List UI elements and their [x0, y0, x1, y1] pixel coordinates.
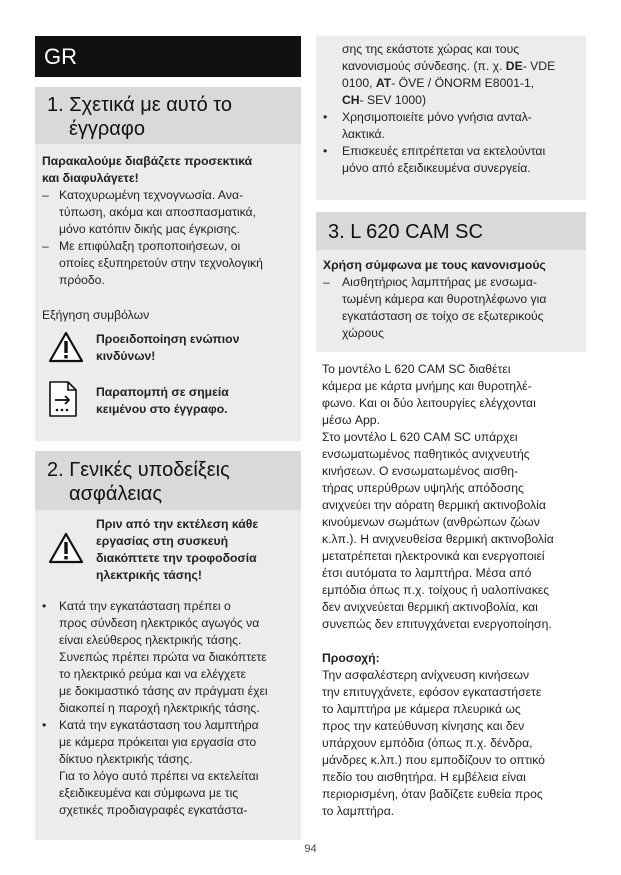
section-3-subheading: Χρήση σύμφωνα με τους κανονισμούς — [323, 258, 546, 272]
section-1-intro: Παρακαλούμε διαβάζετε προσεκτικά και διαφυλάγετε! — [42, 154, 253, 185]
model-description: Το μοντέλο L 620 CAM SC διαθέτει κάμερα με κάρτα μνήμης και θυροτηλέ- φωνο. Και οι δύο λειτουργίες ελέγχονται μέσω App. Στο μοντέλο L 620 CAM SC υπάρχει ενσωματωμένος παθητικός ανιχνευτής κινήσεων. Ο ενσωματωμένος αισθη- τήρας υπερύθρων υψηλής απόδοσης ανιχνεύει την αόρατη θερμική ακτινοβολία κινούμενων σωμάτων (ανθρώπων ζώων κ.λπ.). Η ανιχνευθείσα θερμική ακτινοβολία μετατρέπεται ηλεκτρονικά και ενεργοποιεί έτσι αυτόματα το λαμπτήρα. Μέσα από εμπόδια όπως π.χ. τοίχους ή υαλοπίνακες δεν ανιχνεύεται θερμική ακτινοβολία, και συνεπώς δεν επιτυγχάνεται ενεργοποίηση. Προσοχή: Την ασφαλέστερη ανίχνευση κινήσεων την επιτυγχάνετε, εφόσον εγκαταστήσετε το λαμπτήρα με κάμερα πλευρικά ως προς την κατεύθυνση κίνησης και δεν υπάρχουν εμπόδια (όπως π.χ. δένδρα, μάνδρες κ.λπ.) που εμποδίζουν το οπτικό πεδίο του αισθητήρα. Η εμβέλεια είναι περιορισμένη, όταν βαδίζετε ευθεία προς το λαμπτήρα. — [322, 361, 586, 820]
list-item: • Κατά την εγκατάσταση πρέπει ο προς σύνδεση ηλεκτρικός αγωγός να είναι ελεύθερος ηλεκτρικής τάσης. Συνεπώς πρέπει πρώτα να διακόπτετε το ηλεκτρικό ρεύμα και να ελέγχετε με δοκιμαστικό τάσης αν πράγματι έχει διακοπεί η παροχή ηλεκτρικής τάσης. — [42, 599, 268, 715]
document-reference-icon — [42, 380, 92, 423]
section-2-panel — [35, 451, 301, 840]
section-1-title: 1. Σχετικά με αυτό το έγγραφο — [35, 87, 301, 144]
caution-text: Την ασφαλέστερη ανίχνευση κινήσεων την επιτυγχάνετε, εφόσον εγκαταστήσετε το λαμπτήρα με κάμερα πλευρικά ως προς την κατεύθυνση κίνησης και δεν υπάρχουν εμπόδια (όπως π.χ. δένδρα, μάνδρες κ.λπ.) που εμποδίζουν το οπτικό πεδίο του αισθητήρα. Η εμβέλεια είναι περιορισμένη, όταν βαδίζετε ευθεία προς το λαμπτήρα. — [322, 668, 545, 818]
section-1-panel — [35, 87, 301, 441]
section-3-title: 3. L 620 CAM SC — [316, 212, 586, 250]
list-item: – Κατοχυρωμένη τεχνογνωσία. Ανα- τύπωση, ακόμα και αποσπασματικά, μόνο κατόπιν δικής μας έγκρισης. — [42, 188, 256, 236]
language-label: GR — [35, 36, 301, 77]
safety-warning-row: Πριν από την εκτέλεση κάθε εργασίας στη συσκευή διακόπτετε την τροφοδοσία ηλεκτρικής τάσης! — [42, 516, 289, 584]
list-item: • Κατά την εγκατάσταση του λαμπτήρα με κάμερα πρόκειται για εργασία στο δίκτυο ηλεκτρικής τάσης. Για το λόγο αυτό πρέπει να εκτελείται εξειδικευμένα και σύμφωνα με τις σχετικές προδιαγραφές εγκατάστα- — [42, 718, 259, 817]
section-3-panel — [316, 212, 586, 352]
page-number: 94 — [304, 843, 317, 855]
warning-triangle-icon — [42, 331, 92, 368]
warning-triangle-icon — [42, 516, 92, 569]
section-2-title: 2. Γενικές υποδείξεις ασφάλειας — [35, 451, 301, 510]
list-item: • Χρησιμοποιείτε μόνο γνήσια ανταλ- λακτικά. — [323, 110, 532, 141]
list-item: – Με επιφύλαξη τροποποιήσεων, οι οποίες εξυπηρετούν στην τεχνολογική πρόοδο. — [42, 239, 263, 287]
symbol-warning-row: Προειδοποίηση ενώπιον κινδύνων! — [42, 331, 289, 368]
symbols-heading: Εξήγηση συμβόλων — [42, 308, 150, 322]
list-item: • Επισκευές επιτρέπεται να εκτελούνται μόνο από εξειδικευμένα συνεργεία. — [323, 144, 546, 175]
symbol-reference-row: Παραπομπή σε σημεία κειμένου στο έγγραφο. — [42, 380, 289, 423]
continuation-panel: σης της εκάστοτε χώρας και τους κανονισμούς σύνδεσης. (π. χ. DE- VDE 0100, AT- ÖVE / ÖNORM E8001-1, CH- SEV 1000) • Χρησιμοποιείτε μόνο γνήσια ανταλ- λακτικά. • Επισκευές επιτρέπεται να εκτελούνται μόνο από εξειδικευμένα συνεργεία. — [316, 36, 586, 200]
list-item: – Αισθητήριος λαμπτήρας με ενσωμα- τωμένη κάμερα και θυροτηλέφωνο για εγκατάσταση σε τοίχο σε εξωτερικούς χώρους — [323, 275, 547, 340]
caution-heading: Προσοχή: — [322, 651, 380, 665]
